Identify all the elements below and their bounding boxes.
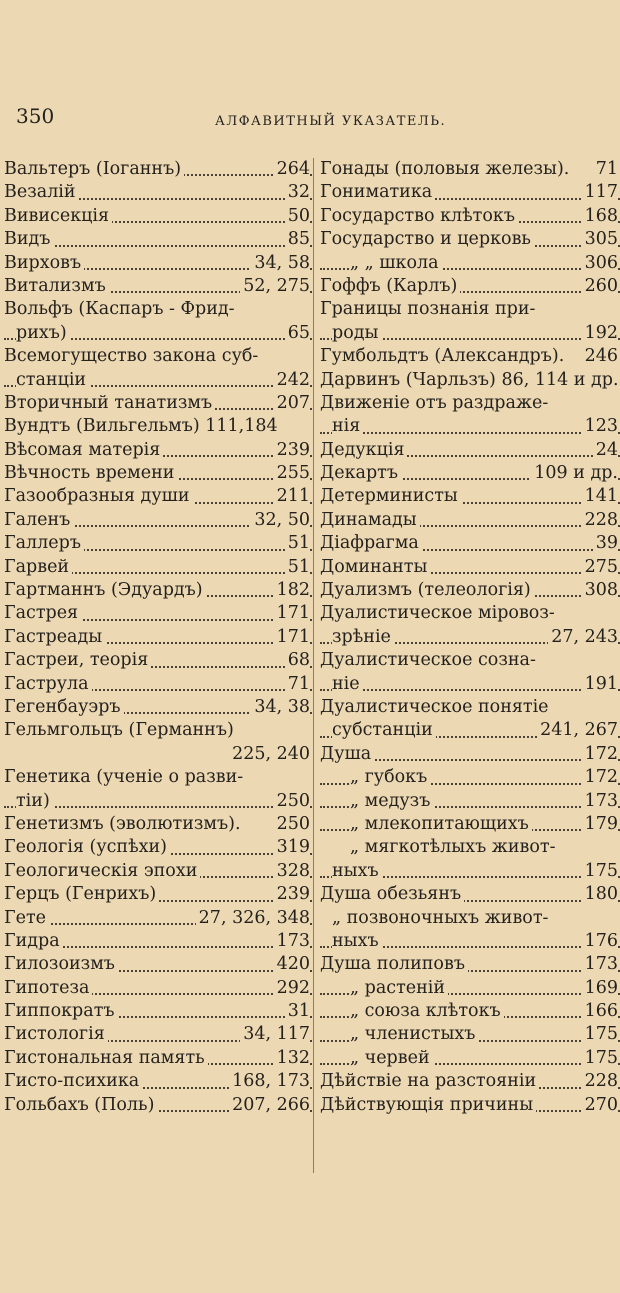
index-entry (320, 509, 620, 532)
entry-term: Гегенбауэръ (4, 697, 124, 717)
entry-term: Гельмгольцъ (Германнъ) (4, 720, 234, 741)
entry-term: Дѣйствіе на разстояніи (320, 1071, 539, 1091)
index-entry (320, 977, 620, 1000)
entry-page-ref: 420 (274, 953, 310, 976)
entry-term: Государство клѣтокъ (320, 206, 518, 226)
entry-page-ref: 308 (582, 579, 618, 602)
entry-term: Душа (320, 744, 374, 764)
entry-page-ref: 179 (582, 813, 618, 836)
entry-term: Движеніе отъ раздраже- (320, 392, 549, 413)
entry-page-ref: 31 (285, 1000, 310, 1023)
entry-page-ref: 176 (582, 930, 618, 953)
index-entry (4, 556, 312, 579)
entry-page-ref: 141 (582, 485, 618, 508)
entry-term: субстанціи (332, 720, 436, 740)
index-entry (320, 790, 620, 813)
index-entry (320, 1000, 620, 1023)
index-entry (4, 228, 312, 251)
entry-term: Герцъ (Генрихъ) (4, 884, 159, 904)
entry-term: Дедукція (320, 440, 407, 460)
page-header (0, 104, 620, 134)
index-entry (4, 673, 312, 696)
entry-term: Видъ (4, 229, 53, 249)
index-entry (4, 860, 312, 883)
index-entry (4, 930, 312, 953)
entry-page-ref: 51 (285, 556, 310, 579)
entry-term: Галенъ (4, 510, 73, 530)
index-entry (4, 415, 312, 438)
index-entry (320, 392, 620, 415)
entry-term: Вирховъ (4, 253, 84, 273)
entry-page-ref: 27, 326, 348 (196, 907, 310, 930)
entry-term: Дуалистическое созна- (320, 650, 536, 671)
entry-term: Везалій (4, 182, 79, 202)
entry-term: Гастрея (4, 603, 81, 623)
entry-term: Государство и церковь (320, 229, 534, 249)
index-entry (320, 1023, 620, 1046)
entry-page-ref: 171 (274, 626, 310, 649)
entry-page-ref: 175 (582, 860, 618, 883)
index-entry (320, 439, 620, 462)
index-entry (320, 1094, 620, 1117)
entry-page-ref: 169 (582, 977, 618, 1000)
entry-page-ref: 242 (274, 369, 310, 392)
entry-page-ref: 34, 58 (251, 252, 310, 275)
index-entry (320, 322, 620, 345)
index-entry (4, 205, 312, 228)
index-entry (4, 252, 312, 275)
entry-term: „ мягкотѣлыхъ живот- (350, 837, 556, 858)
entry-term: Вольфъ (Каспаръ - Фрид- (4, 299, 235, 320)
entry-page-ref: 228 (582, 1070, 618, 1093)
entry-term: „ „ школа (350, 253, 442, 273)
index-entry (4, 392, 312, 415)
entry-term: Доминанты (320, 557, 430, 577)
entry-term: Гонады (половыя железы). (320, 159, 570, 179)
entry-term: Вторичный танатизмъ (4, 393, 215, 413)
index-entry (320, 181, 620, 204)
index-entry (320, 953, 620, 976)
index-entry (4, 1023, 312, 1046)
entry-page-ref: 306 (582, 252, 618, 275)
entry-page-ref: 27, 243 (548, 626, 618, 649)
entry-term: „ позвоночныхъ живот- (332, 907, 549, 928)
entry-term: нія (332, 416, 363, 436)
entry-term: Гете (4, 908, 49, 928)
entry-page-ref: 24 (593, 439, 618, 462)
index-entry (4, 485, 312, 508)
entry-term: Всемогущество закона суб- (4, 346, 259, 367)
index-entry (320, 485, 620, 508)
entry-page-ref: 39 (593, 532, 618, 555)
index-entry (4, 462, 312, 485)
entry-page-ref: 207, 266 (229, 1094, 310, 1117)
entry-page-ref: 34, 117 (240, 1023, 310, 1046)
entry-term: Витализмъ (4, 276, 109, 296)
index-entry (4, 719, 312, 742)
index-entry (320, 1047, 620, 1070)
entry-term: Гартманнъ (Эдуардъ) (4, 580, 206, 600)
entry-page-ref: 52, 275 (240, 275, 310, 298)
running-title: АЛФАВИТНЫЙ УКАЗАТЕЛЬ. (215, 114, 447, 129)
index-entry (4, 883, 312, 906)
entry-page-ref: 228 (582, 509, 618, 532)
index-entry (4, 1000, 312, 1023)
entry-term: Вивисекція (4, 206, 112, 226)
index-entry (320, 345, 620, 368)
index-entry (4, 953, 312, 976)
entry-page-ref: 182 (274, 579, 310, 602)
entry-term: Генетизмъ (эволютизмъ). (4, 813, 241, 834)
index-entry (4, 649, 312, 672)
entry-page-ref: 32 (285, 181, 310, 204)
entry-term: Гаструла (4, 674, 92, 694)
index-entry (320, 649, 620, 672)
entry-term: Вундтъ (Вильгельмъ) 111,184 (4, 416, 278, 437)
entry-page-ref: 109 и др. (531, 462, 618, 485)
entry-term: ныхъ (332, 861, 382, 881)
entry-page-ref: 292 (274, 977, 310, 1000)
entry-term: Гипотеза (4, 978, 92, 998)
entry-page-ref: 319 (274, 836, 310, 859)
entry-page-ref: 225, 240 (229, 743, 310, 766)
entry-page-ref: 71 (285, 673, 310, 696)
index-entry (4, 977, 312, 1000)
entry-term: станціи (16, 370, 89, 390)
entry-term: Гольбахъ (Поль) (4, 1095, 157, 1115)
index-entry (320, 228, 620, 251)
entry-term: тіи) (16, 791, 53, 811)
entry-page-ref: 51 (285, 532, 310, 555)
dot-leader (320, 689, 620, 691)
entry-term: Дуалистическое міровоз- (320, 603, 555, 624)
dot-leader (320, 432, 620, 434)
index-entry (4, 743, 312, 766)
entry-term: „ червей (350, 1048, 433, 1068)
column-divider (313, 158, 314, 1173)
index-entry (4, 790, 312, 813)
entry-term: Гарвей (4, 557, 72, 577)
entry-term: Вѣчность времени (4, 463, 177, 483)
index-entry (320, 532, 620, 555)
entry-term: „ союза клѣтокъ (350, 1001, 504, 1021)
entry-term: ніе (332, 674, 363, 694)
entry-page-ref: 85 (285, 228, 310, 251)
index-entry (4, 907, 312, 930)
entry-page-ref: 239 (274, 883, 310, 906)
entry-page-ref: 65 (285, 322, 310, 345)
index-entry (4, 766, 312, 789)
index-entry (4, 626, 312, 649)
entry-page-ref: 275 (582, 556, 618, 579)
index-entry (320, 369, 620, 392)
entry-term: „ млекопитающихъ (350, 814, 532, 834)
entry-term: Геологія (успѣхи) (4, 837, 170, 857)
entry-page-ref: 192 (582, 322, 618, 345)
entry-term: рихъ) (16, 323, 70, 343)
entry-page-ref: 117 (582, 181, 618, 204)
entry-page-ref: 68 (285, 649, 310, 672)
entry-term: Геологическія эпохи (4, 861, 200, 881)
index-entry (4, 696, 312, 719)
entry-page-ref: 50 (285, 205, 310, 228)
index-entry (4, 579, 312, 602)
entry-term: „ растеній (350, 978, 448, 998)
index-entry (320, 883, 620, 906)
entry-page-ref: 270 (582, 1094, 618, 1117)
entry-term: Гиппократъ (4, 1001, 118, 1021)
index-entry (320, 602, 620, 625)
entry-page-ref: 255 (274, 462, 310, 485)
entry-term: „ медузъ (350, 791, 433, 811)
index-entry (320, 813, 620, 836)
entry-page-ref: 207 (274, 392, 310, 415)
entry-page-ref: 171 (274, 602, 310, 625)
index-entry (320, 766, 620, 789)
entry-term: Галлеръ (4, 533, 84, 553)
index-entry (4, 158, 312, 181)
index-entry (4, 836, 312, 859)
entry-page-ref: 34, 38 (251, 696, 310, 719)
entry-term: Діафрагма (320, 533, 422, 553)
index-entry (320, 462, 620, 485)
entry-page-ref: 32, 50 (251, 509, 310, 532)
entry-term: роды (332, 323, 381, 343)
entry-page-ref: 173 (274, 930, 310, 953)
entry-page-ref: 328 (274, 860, 310, 883)
index-entry (4, 439, 312, 462)
entry-page-ref: 172 (582, 766, 618, 789)
index-entry (320, 205, 620, 228)
index-entry (4, 602, 312, 625)
index-entry (320, 556, 620, 579)
index-column-right (320, 158, 620, 1117)
entry-page-ref: 168 (582, 205, 618, 228)
entry-term: Гониматика (320, 182, 435, 202)
entry-term: Дѣйствующія причины (320, 1095, 536, 1115)
entry-page-ref: 250 (274, 790, 310, 813)
entry-term: зрѣніе (332, 627, 394, 647)
entry-term: Вальтеръ (Іоганнъ) (4, 159, 184, 179)
index-entry (320, 860, 620, 883)
entry-term: Дуализмъ (телеологія) (320, 580, 534, 600)
entry-term: Душа полиповъ (320, 954, 468, 974)
index-entry (320, 415, 620, 438)
index-entry (320, 275, 620, 298)
entry-term: Вѣсомая матерія (4, 440, 163, 460)
entry-page-ref: 175 (582, 1047, 618, 1070)
entry-term: ныхъ (332, 931, 382, 951)
index-entry (320, 579, 620, 602)
entry-page-ref: 180 (582, 883, 618, 906)
entry-term: „ губокъ (350, 767, 430, 787)
index-entry (320, 158, 620, 181)
entry-page-ref: 123 (582, 415, 618, 438)
entry-page-ref: 250 (274, 813, 310, 836)
entry-term: Гисто-психика (4, 1071, 142, 1091)
index-entry (320, 743, 620, 766)
entry-page-ref: 132 (274, 1047, 310, 1070)
index-entry (320, 1070, 620, 1093)
entry-page-ref: 173 (582, 953, 618, 976)
index-entry (320, 252, 620, 275)
page-number: 350 (16, 104, 55, 128)
index-entry (4, 369, 312, 392)
entry-term: Душа обезьянъ (320, 884, 464, 904)
entry-page-ref: 239 (274, 439, 310, 462)
entry-term: Дуалистическое понятіе (320, 696, 549, 717)
index-entry (4, 275, 312, 298)
entry-page-ref: 166 (582, 1000, 618, 1023)
index-column-left (4, 158, 312, 1117)
index-entry (4, 509, 312, 532)
entry-page-ref: 168, 173 (229, 1070, 310, 1093)
entry-page-ref: 71 (593, 158, 618, 181)
index-entry (4, 1047, 312, 1070)
entry-page-ref: 305 (582, 228, 618, 251)
entry-term: Динамады (320, 510, 420, 530)
entry-term: Гоффъ (Карлъ) (320, 276, 460, 296)
index-entry (320, 930, 620, 953)
entry-term: „ членистыхъ (350, 1024, 478, 1044)
entry-term: Декартъ (320, 463, 401, 483)
entry-page-ref: 246 (582, 345, 618, 368)
entry-term: Гумбольдтъ (Александръ). (320, 346, 565, 367)
index-entry (320, 907, 620, 930)
index-entry (4, 813, 312, 836)
entry-term: Гистологія (4, 1024, 108, 1044)
entry-term: Генетика (ученіе о разви- (4, 767, 244, 788)
entry-page-ref: 260 (582, 275, 618, 298)
entry-page-ref: 173 (582, 790, 618, 813)
index-entry (4, 181, 312, 204)
index-entry (4, 1070, 312, 1093)
entry-term: Гастреады (4, 627, 105, 647)
index-entry (320, 696, 620, 719)
entry-term: Гилозоизмъ (4, 954, 118, 974)
entry-page-ref: 191 (582, 673, 618, 696)
entry-term: Дарвинъ (Чарльзъ) 86, 114 и др. (320, 369, 619, 390)
entry-page-ref: 241, 267 (537, 719, 618, 742)
index-entry (4, 532, 312, 555)
entry-page-ref: 211 (274, 485, 310, 508)
entry-page-ref: 172 (582, 743, 618, 766)
index-entry (4, 345, 312, 368)
entry-term: Гастреи, теорія (4, 650, 151, 670)
index-entry (320, 298, 620, 321)
index-entry (320, 673, 620, 696)
index-entry (320, 626, 620, 649)
index-entry (4, 298, 312, 321)
index-entry (320, 836, 620, 859)
entry-term: Газообразныя души (4, 486, 193, 506)
index-entry (320, 719, 620, 742)
entry-term: Детерминисты (320, 486, 461, 506)
entry-page-ref: 264 (274, 158, 310, 181)
entry-term: Гистональная память (4, 1048, 208, 1068)
index-entry (4, 322, 312, 345)
entry-page-ref: 175 (582, 1023, 618, 1046)
entry-term: Гидра (4, 931, 63, 951)
index-entry (4, 1094, 312, 1117)
entry-term: Границы познанія при- (320, 299, 536, 320)
